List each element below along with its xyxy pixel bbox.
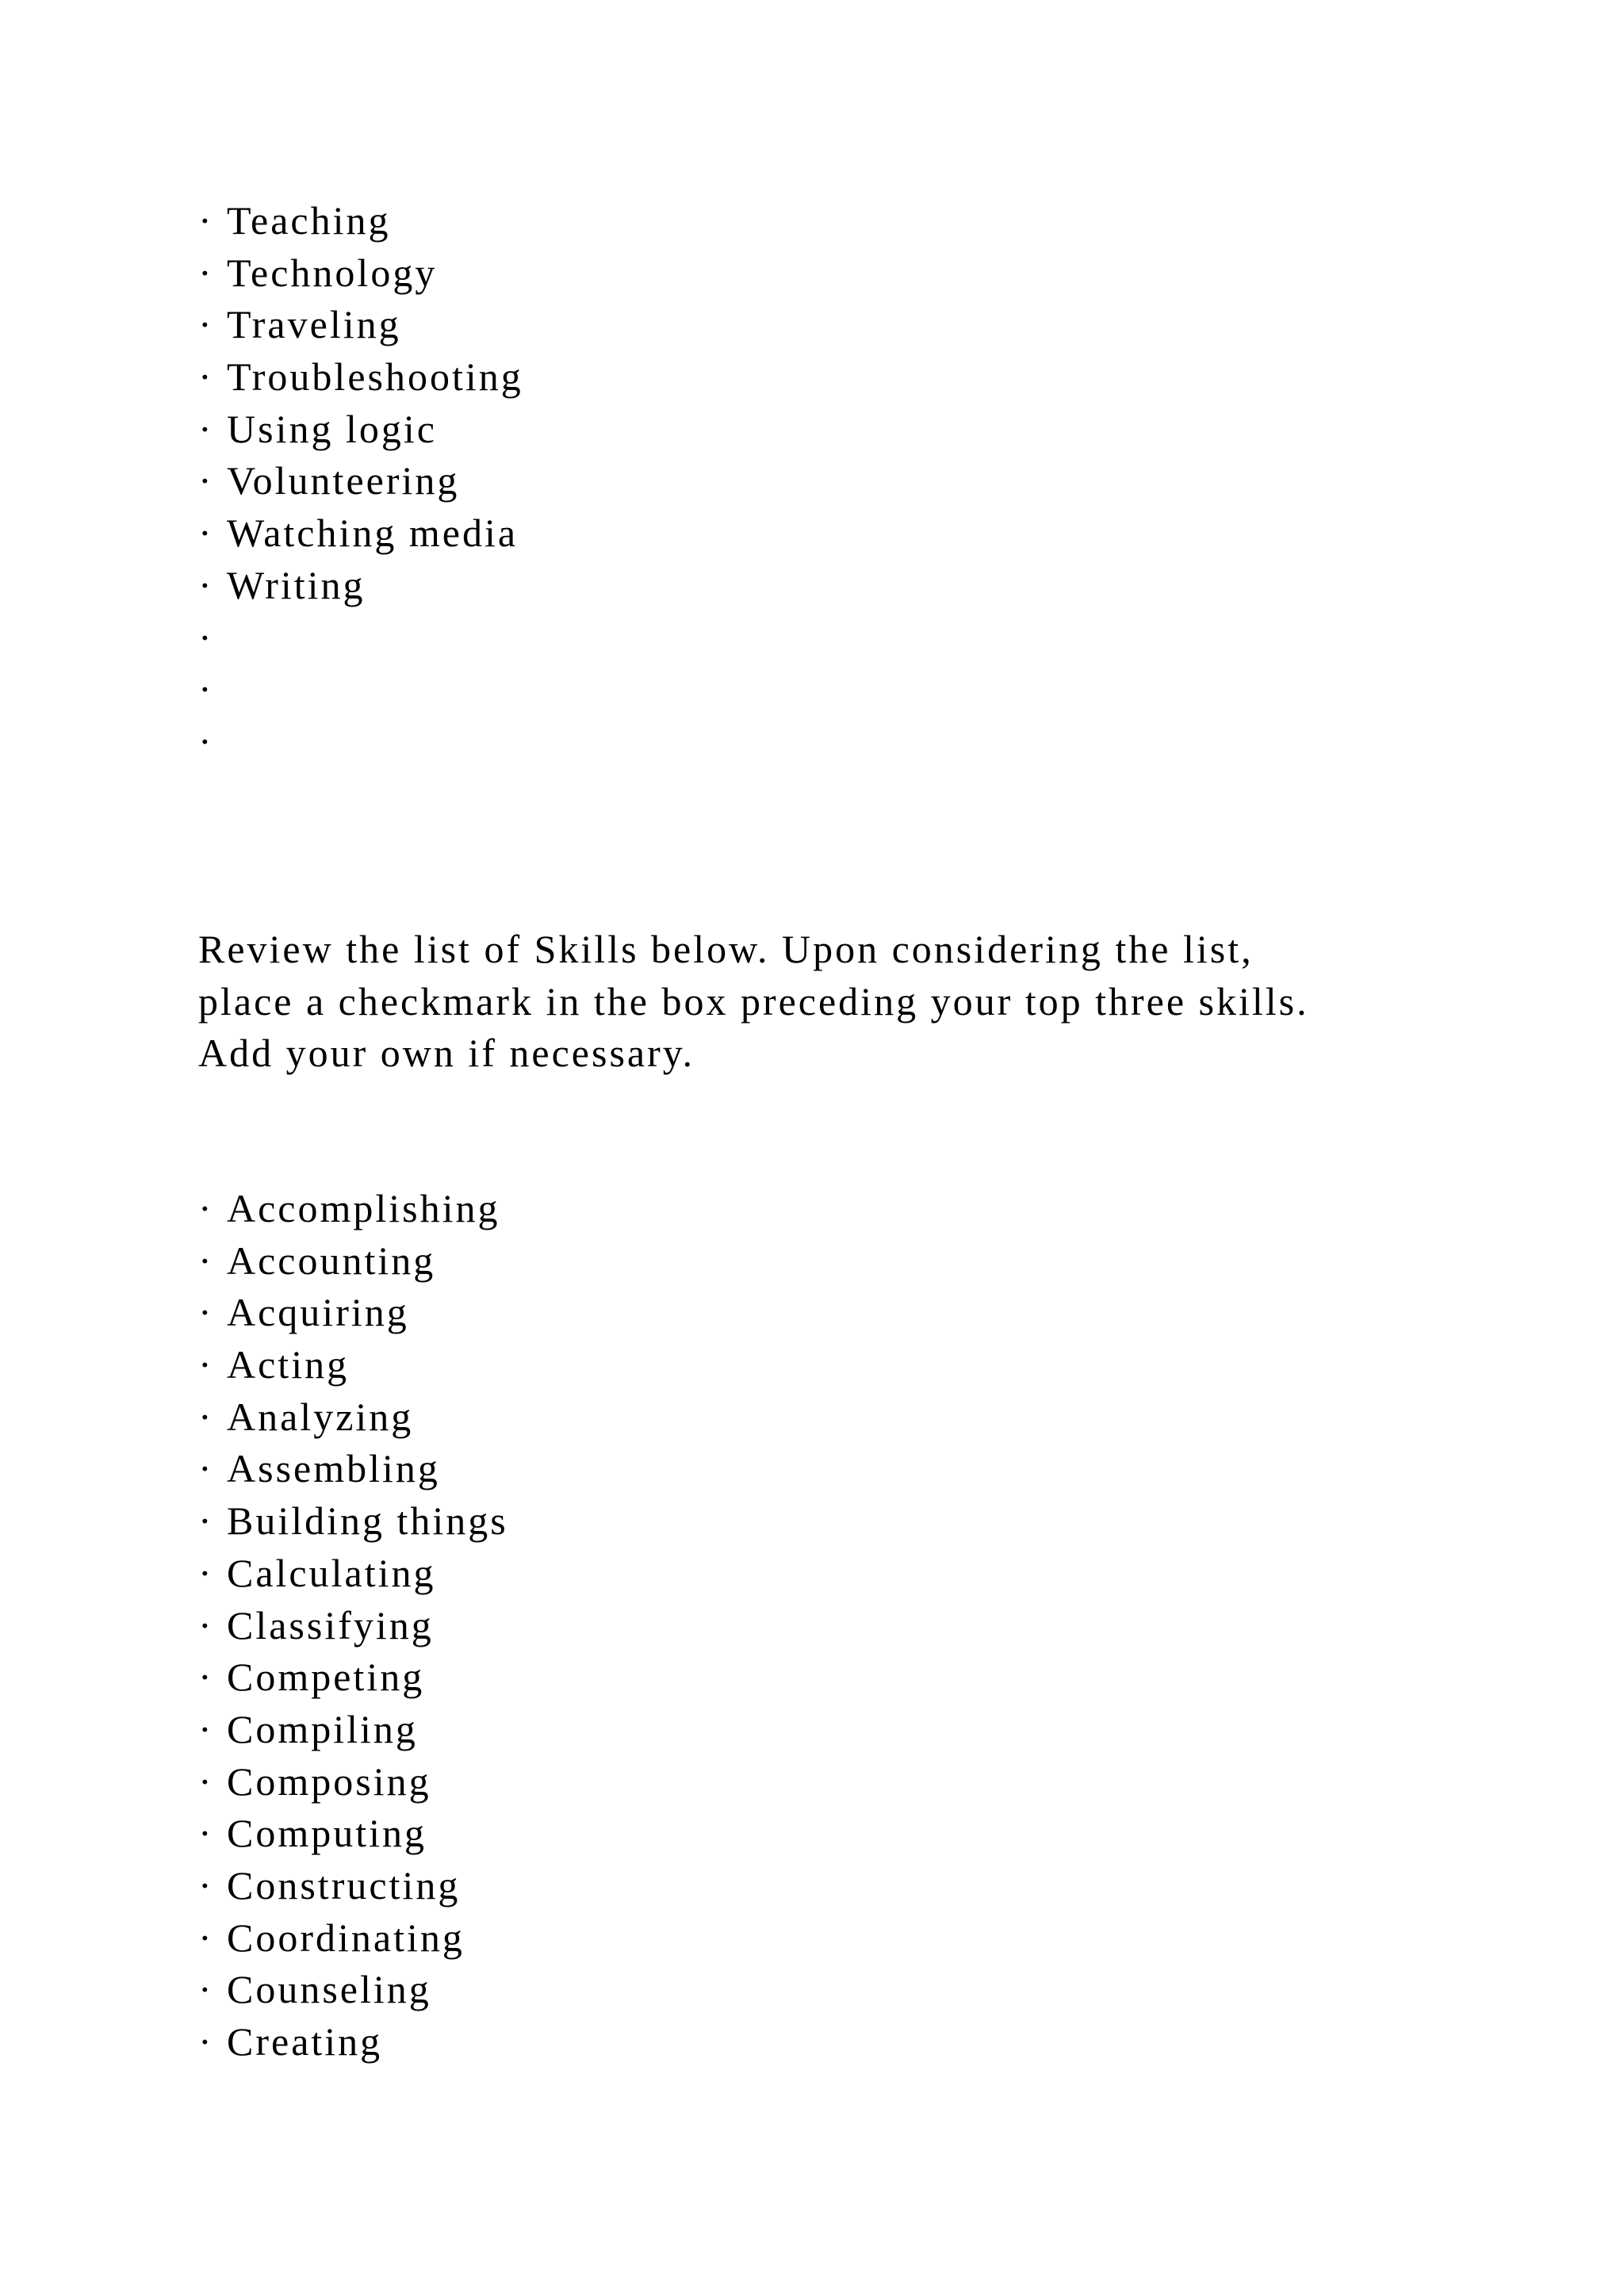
list-item (198, 1964, 508, 2016)
list-item-label: Using logic (227, 406, 437, 451)
bullet-icon: · (198, 1706, 214, 1751)
list-item-label: Writing (227, 562, 366, 607)
bullet-icon: · (198, 1967, 214, 2012)
bullet-icon: · (198, 1290, 214, 1335)
list-item (198, 299, 523, 351)
bullet-icon: · (198, 406, 214, 451)
interests-list (198, 195, 523, 768)
bullet-icon: · (198, 1394, 214, 1439)
list-item-label: Accomplishing (227, 1186, 500, 1230)
list-item-label: Analyzing (227, 1394, 414, 1439)
bullet-icon: · (198, 354, 214, 400)
list-item-label: Constructing (227, 1862, 461, 1908)
list-item-label: Compiling (227, 1706, 418, 1751)
list-item-label: Classifying (227, 1602, 434, 1647)
bullet-icon: · (198, 1498, 214, 1544)
list-item-empty (198, 612, 523, 664)
list-item (198, 195, 523, 247)
list-item (198, 1495, 508, 1548)
list-item (198, 1235, 508, 1288)
list-item-label: Acquiring (227, 1290, 409, 1335)
list-item-label: Acting (227, 1342, 350, 1387)
list-item-label: Building things (227, 1498, 508, 1544)
list-item (198, 404, 523, 456)
bullet-icon: · (198, 511, 214, 556)
list-item-label: Accounting (227, 1238, 436, 1283)
list-item-label: Calculating (227, 1550, 436, 1595)
list-item (198, 1704, 508, 1756)
bullet-icon: · (198, 1758, 214, 1804)
list-item (198, 1756, 508, 1808)
list-item (198, 455, 523, 507)
bullet-icon: · (198, 614, 214, 660)
list-item (198, 1912, 508, 1965)
list-item-label: Volunteering (227, 458, 460, 503)
instructions-line: place a checkmark in the box preceding your top three skills. (198, 978, 1309, 1024)
list-item-empty (198, 716, 523, 768)
list-item (198, 351, 523, 404)
list-item (198, 1339, 508, 1391)
bullet-icon: · (198, 2019, 214, 2064)
list-item-label: Troubleshooting (227, 354, 523, 400)
list-item-label: Technology (227, 250, 438, 295)
bullet-icon: · (198, 1811, 214, 1856)
list-item-label: Computing (227, 1811, 427, 1856)
list-item (198, 1391, 508, 1444)
list-item (198, 247, 523, 300)
list-item (198, 1808, 508, 1860)
bullet-icon: · (198, 667, 214, 712)
list-item (198, 2016, 508, 2068)
bullet-icon: · (198, 1342, 214, 1387)
list-item-empty (198, 664, 523, 716)
list-item-label: Watching media (227, 511, 519, 556)
list-item-label: Composing (227, 1758, 431, 1804)
instructions-line: Review the list of Skills below. Upon considering the list, (198, 927, 1254, 971)
list-item (198, 1548, 508, 1600)
bullet-icon: · (198, 250, 214, 295)
list-item-label: Creating (227, 2019, 383, 2064)
list-item (198, 1651, 508, 1704)
bullet-icon: · (198, 1655, 214, 1700)
bullet-icon: · (198, 1186, 214, 1230)
list-item (198, 1183, 508, 1235)
list-item-label: Traveling (227, 302, 401, 347)
list-item (198, 507, 523, 560)
list-item (198, 1443, 508, 1495)
list-item (198, 560, 523, 612)
list-item-label: Coordinating (227, 1915, 465, 1960)
bullet-icon: · (198, 302, 214, 347)
bullet-icon: · (198, 562, 214, 607)
bullet-icon: · (198, 198, 214, 243)
list-item (198, 1287, 508, 1339)
skills-list (198, 1183, 508, 2068)
list-item-label: Assembling (227, 1446, 440, 1491)
bullet-icon: · (198, 1602, 214, 1647)
list-item-label: Counseling (227, 1967, 431, 2012)
bullet-icon: · (198, 1550, 214, 1595)
list-item (198, 1600, 508, 1652)
bullet-icon: · (198, 1862, 214, 1908)
bullet-icon: · (198, 1238, 214, 1283)
list-item-label: Competing (227, 1655, 425, 1700)
instructions-line: Add your own if necessary. (198, 1031, 695, 1076)
list-item (198, 1860, 508, 1912)
skills-instructions (198, 924, 1546, 1080)
bullet-icon: · (198, 718, 214, 763)
bullet-icon: · (198, 458, 214, 503)
bullet-icon: · (198, 1446, 214, 1491)
bullet-icon: · (198, 1915, 214, 1960)
list-item-label: Teaching (227, 198, 391, 243)
